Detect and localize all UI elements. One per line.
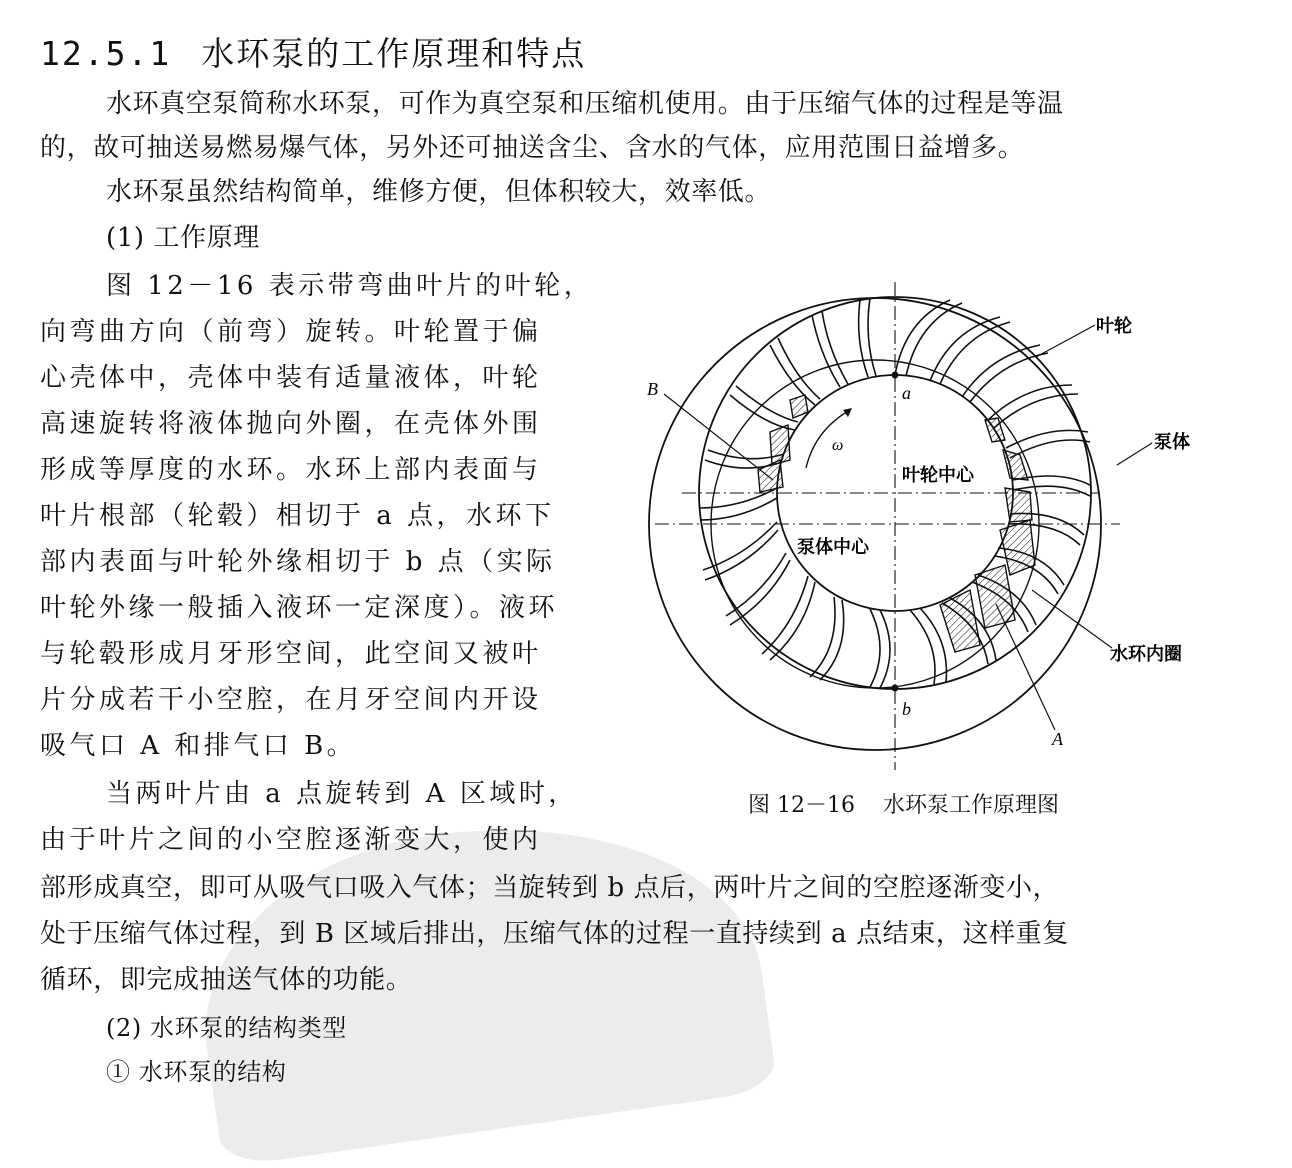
leader-A [996, 604, 1055, 730]
principle-line-10: 片分成若干小空腔，在月牙空间内开设 [40, 685, 542, 715]
section-number: 12.5.1 [40, 34, 172, 73]
rotation-line-3: 部形成真空，即可从吸气口吸入气体；当旋转到 b 点后，两叶片之间的空腔逐渐变小， [40, 873, 1060, 903]
label-pump-body: 泵体 [1154, 432, 1190, 453]
label-port-B: B [647, 379, 658, 399]
label-water-ring-inner: 水环内圈 [1110, 644, 1182, 665]
section-title: 水环泵的工作原理和特点 [201, 34, 587, 73]
water-ring-pump-diagram [620, 275, 1220, 795]
principle-line-2: 向弯曲方向（前弯）旋转。叶轮置于偏 [40, 317, 542, 347]
intro-line-1: 水环真空泵简称水环泵，可作为真空泵和压缩机使用。由于压缩气体的过程是等温 [106, 89, 1064, 119]
principle-line-9: 与轮毂形成月牙形空间，此空间又被叶 [40, 639, 542, 669]
principle-line-6: 叶片根部（轮毂）相切于 a 点，水环下 [40, 501, 555, 531]
rotation-line-5: 循环，即完成抽送气体的功能。 [40, 965, 413, 995]
leader-pump-body [1117, 443, 1152, 465]
rotation-line-1: 当两叶片由 a 点旋转到 A 区域时， [106, 779, 578, 809]
intro-line-3: 水环泵虽然结构简单，维修方便，但体积较大，效率低。 [106, 177, 772, 207]
point-b-marker [892, 685, 899, 692]
leader-impeller [1036, 325, 1095, 357]
caption-number: 图 12－16 [748, 793, 855, 818]
principle-line-4: 高速旋转将液体抛向外圈，在壳体外围 [40, 409, 542, 439]
subheading-structure-types: (2) 水环泵的结构类型 [106, 1014, 347, 1042]
rotation-line-4: 处于压缩气体过程，到 B 区域后排出，压缩气体的过程一直持续到 a 点结束，这样重复 [40, 919, 1069, 949]
principle-line-8: 叶轮外缘一般插入液环一定深度）。液环 [40, 593, 559, 623]
principle-line-11: 吸气口 A 和排气口 B。 [40, 731, 357, 761]
rotation-arrow-icon [806, 410, 850, 468]
section-heading [40, 28, 586, 75]
label-point-a: a [902, 383, 911, 403]
figure-caption [748, 788, 1059, 819]
principle-line-7: 部内表面与叶轮外缘相切于 b 点（实际 [40, 547, 556, 577]
subheading-structure: ① 水环泵的结构 [106, 1058, 287, 1086]
principle-line-5: 形成等厚度的水环。水环上部内表面与 [40, 455, 542, 485]
label-pump-body-center: 泵体中心 [797, 537, 869, 558]
label-omega: ω [832, 437, 844, 454]
discharge-port-B [758, 395, 808, 492]
rotation-line-2: 由于叶片之间的小空腔逐渐变大，使内 [40, 825, 542, 855]
caption-title: 水环泵工作原理图 [882, 793, 1059, 818]
principle-line-1: 图 12－16 表示带弯曲叶片的叶轮， [106, 271, 594, 301]
label-impeller-center: 叶轮中心 [902, 465, 974, 486]
label-port-A: A [1052, 729, 1063, 749]
label-impeller: 叶轮 [1096, 316, 1132, 337]
point-a-marker [892, 372, 899, 379]
intro-line-2: 的，故可抽送易燃易爆气体，另外还可抽送含尘、含水的气体，应用范围日益增多。 [40, 133, 1025, 163]
label-point-b: b [902, 699, 911, 719]
subheading-working-principle: (1) 工作原理 [106, 223, 260, 253]
principle-line-3: 心壳体中，壳体中装有适量液体，叶轮 [40, 363, 542, 393]
